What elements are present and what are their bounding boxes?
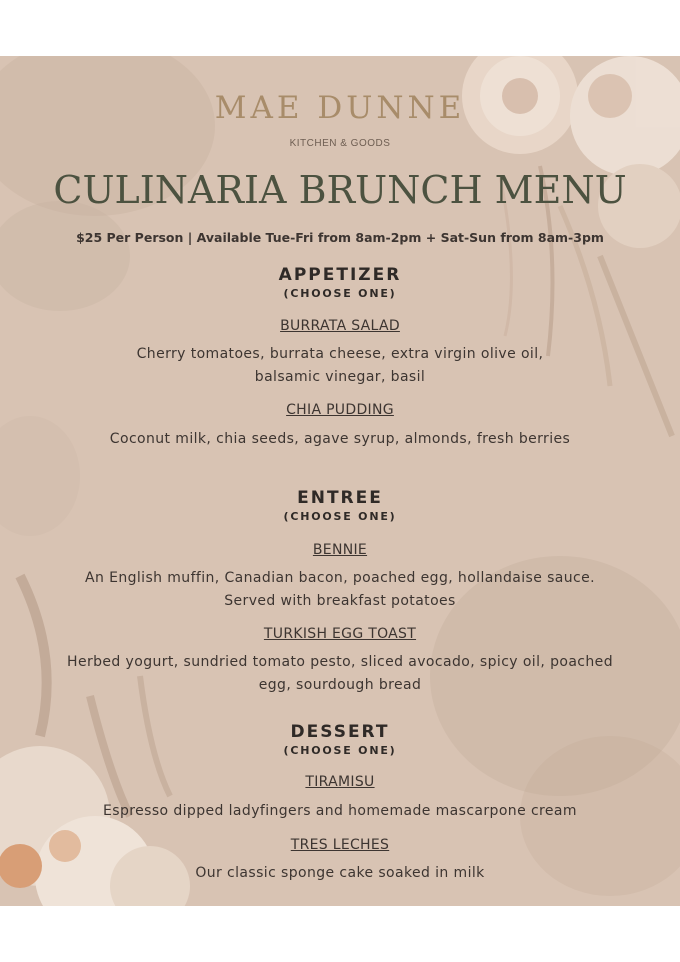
item-desc-tres-leches: Our classic sponge cake soaked in milk (195, 865, 485, 881)
item-name-chia-pudding: CHIA PUDDING (286, 402, 394, 418)
item-name-tres-leches: TRES LECHES (290, 837, 390, 853)
menu-subtitle: $25 Per Person | Available Tue-Fri from 8am-2pm + Sat-Sun from 8am-3pm (76, 230, 604, 245)
section-choose-appetizer: (CHOOSE ONE) (283, 287, 397, 300)
item-desc-turkish-egg-toast-line-1: Herbed yogurt, sundried tomato pesto, sliced avocado, spicy oil, poached (67, 654, 613, 670)
item-desc-burrata-salad-line-1: Cherry tomatoes, burrata cheese, extra virgin olive oil, (136, 346, 544, 362)
item-name-burrata-salad: BURRATA SALAD (280, 318, 400, 334)
section-heading-entree: ENTREE (297, 488, 383, 508)
menu-title: CULINARIA BRUNCH MENU (53, 168, 627, 212)
item-desc-bennie-line-1: An English muffin, Canadian bacon, poached egg, hollandaise sauce. (84, 570, 596, 586)
item-desc-burrata-salad-line-2: balsamic vinegar, basil (254, 369, 426, 385)
section-heading-dessert: DESSERT (290, 722, 390, 742)
menu-page (0, 56, 680, 906)
section-choose-dessert: (CHOOSE ONE) (283, 744, 397, 757)
item-desc-bennie-line-2: Served with breakfast potatoes (224, 593, 456, 609)
brand-name: MAE DUNNE (214, 90, 466, 126)
section-heading-appetizer: APPETIZER (278, 265, 402, 285)
item-name-bennie: BENNIE (312, 542, 368, 558)
item-desc-turkish-egg-toast-line-2: egg, sourdough bread (258, 677, 422, 693)
item-name-tiramisu: TIRAMISU (305, 774, 375, 790)
section-choose-entree: (CHOOSE ONE) (283, 510, 397, 523)
item-desc-chia-pudding: Coconut milk, chia seeds, agave syrup, almonds, fresh berries (109, 431, 571, 447)
item-desc-tiramisu: Espresso dipped ladyfingers and homemade mascarpone cream (103, 803, 577, 819)
item-name-turkish-egg-toast: TURKISH EGG TOAST (263, 626, 417, 642)
brand-tagline: KITCHEN & GOODS (289, 138, 391, 149)
